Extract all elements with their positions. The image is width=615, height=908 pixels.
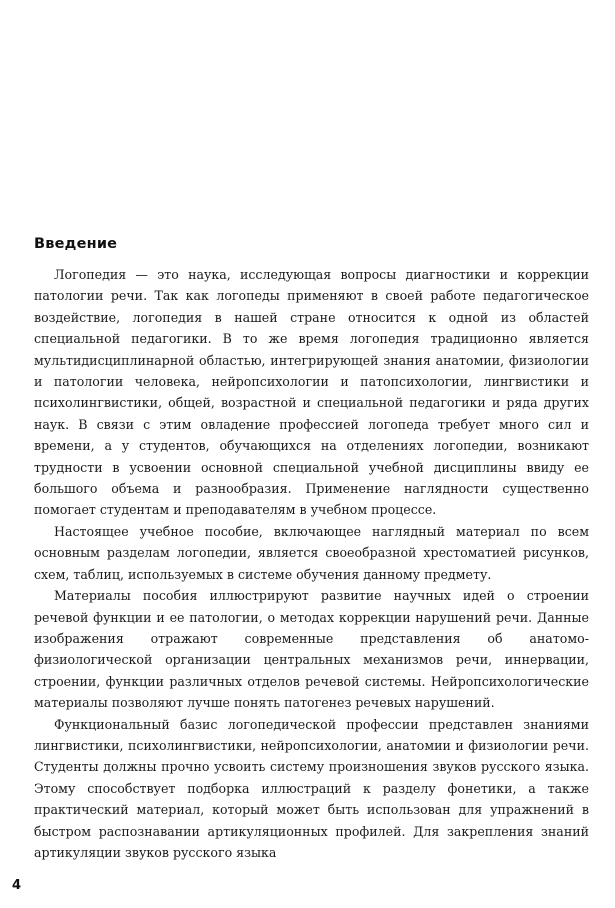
body-text [34, 264, 589, 863]
paragraph-3: Материалы пособия иллюстрируют развитие научных идей о строении речевой функции и ее патологии, о методах коррекции нарушений речи. Данные изображения отражают современные представления об анатомо-физиологической организации центральных механизмов речи, иннервации, строении, функции различных отделов речевой системы. Нейропсихологические материалы позволяют лучше понять патогенез речевых нарушений. [34, 588, 589, 711]
paragraph-1: Логопедия — это наука, исследующая вопросы диагностики и коррекции патологии речи. Так как логопеды применяют в своей работе педагогическое воздействие, логопедия в нашей стране относится к одной из областей специальной педагогики. В то же время логопедия традиционно является мультидисциплинарной областью, интегрирующей знания анатомии, физиологии и патологии человека, нейропсихологии и патопсихологии, лингвистики и психолингвистики, общей, возрастной и специальной педагогики и ряда других наук. В связи с этим овладение профессией логопеда требует много сил и времени, а у студентов, обучающихся на отделениях логопедии, возникают трудности в усвоении основной специальной учебной дисциплины ввиду ее большого объема и разнообразия. Применение наглядности существенно помогает студентам и преподавателям в учебном процессе. [34, 267, 589, 518]
section-title: Введение [34, 236, 118, 252]
paragraph-4: Функциональный базис логопедической профессии представлен знаниями лингвистики, психолингвистики, нейропсихологии, анатомии и физиологии речи. Студенты должны прочно усвоить систему произношения звуков русского языка. Этому способствует подборка иллюстраций к разделу фонетики, а также практический материал, который может быть использован для упражнений в быстром распознавании артикуляционных профилей. Для закрепления знаний артикуляции звуков русского языка [34, 716, 589, 860]
page-number: 4 [12, 878, 22, 893]
paragraph-2: Настоящее учебное пособие, включающее наглядный материал по всем основным разделам логопедии, является своеобразной хрестоматией рисунков, схем, таблиц, используемых в системе обучения данному предмету. [34, 523, 589, 582]
